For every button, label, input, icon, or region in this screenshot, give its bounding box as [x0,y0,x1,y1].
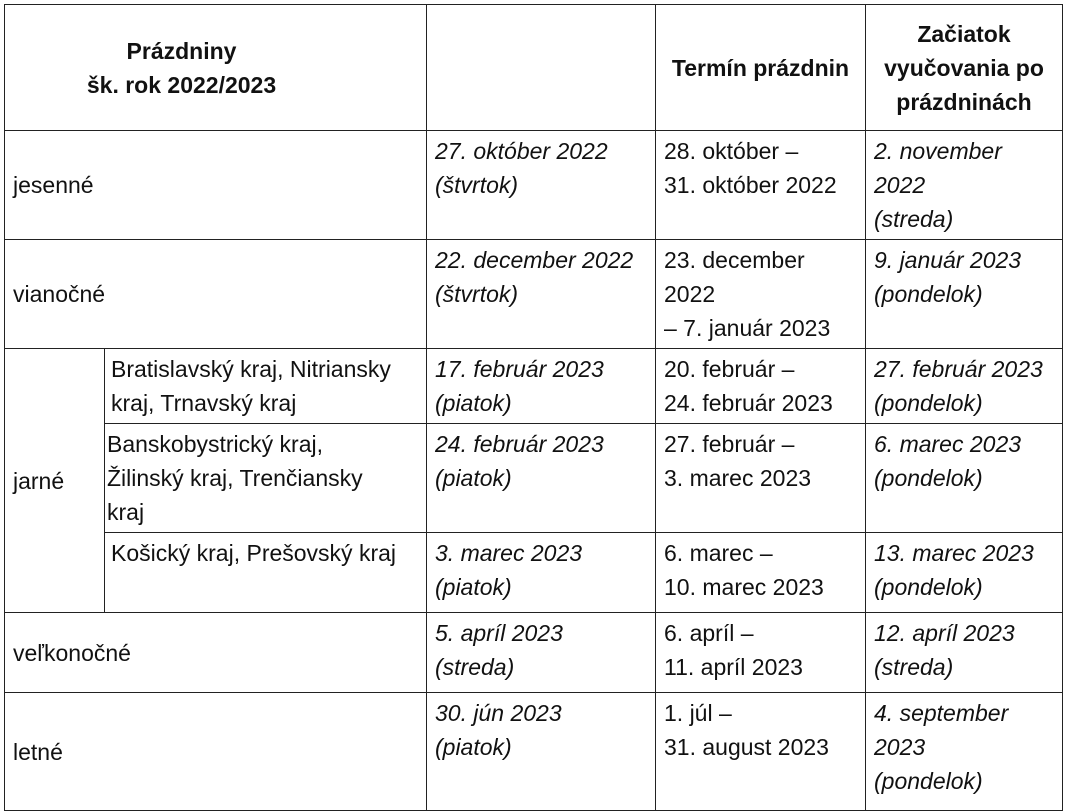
term-line: 24. február 2023 [664,390,833,416]
term-line: 6. marec – [664,540,773,566]
start-line: 12. apríl 2023 [874,620,1015,646]
term-line: 27. február – [664,431,795,457]
term-line: 2022 [664,281,716,307]
last-day-date: 27. október 2022 [435,138,608,164]
term-cell [656,693,866,811]
region-line: Žilinský kraj, Trenčiansky [107,465,363,491]
header-start-line3: prázdninách [896,88,1032,115]
start-line: (streda) [874,206,954,232]
last-day-weekday: (piatok) [435,734,512,760]
header-row [5,5,1063,131]
term-line: 31. október 2022 [664,172,837,198]
holiday-name-cell [5,349,105,613]
last-day-date: 17. február 2023 [435,356,604,382]
holiday-name: jarné [13,467,65,494]
last-day-cell [427,613,656,693]
start-line: (pondelok) [874,768,983,794]
last-day-cell [427,533,656,613]
start-line: 6. marec 2023 [874,431,1022,457]
start-line: 4. september [874,700,1009,726]
header-empty-cell [427,5,656,131]
term-cell [656,424,866,533]
term-line: 28. október – [664,138,799,164]
last-day-weekday: (piatok) [435,574,512,600]
holiday-name-cell [5,240,427,349]
table-row-jesenne [5,131,1063,240]
start-line: 2. november [874,138,1002,164]
last-day-date: 3. marec 2023 [435,540,583,566]
header-term-cell [656,5,866,131]
region-line: Banskobystrický kraj, [107,431,324,457]
regions-cell [105,349,427,424]
last-day-date: 5. apríl 2023 [435,620,563,646]
start-line: 2023 [874,734,926,760]
table-row-velkonocne [5,613,1063,693]
term-cell [656,240,866,349]
last-day-weekday: (štvrtok) [435,281,519,307]
start-cell [866,349,1063,424]
last-day-weekday: (streda) [435,654,515,680]
start-line: (streda) [874,654,954,680]
start-line: (pondelok) [874,281,983,307]
term-line: 10. marec 2023 [664,574,824,600]
term-line: 1. júl – [664,700,732,726]
last-day-cell [427,424,656,533]
holiday-table [4,4,1063,811]
table-row-jarne-1 [5,349,1063,424]
term-line: 20. február – [664,356,795,382]
last-day-cell [427,693,656,811]
term-line: – 7. január 2023 [664,315,831,341]
header-start-line2: vyučovania po [884,54,1044,81]
region-line: Bratislavský kraj, Nitriansky [111,356,391,382]
holiday-name-cell [5,131,427,240]
start-line: (pondelok) [874,390,983,416]
header-start-line1: Začiatok [917,20,1011,47]
regions-cell [105,533,427,613]
holiday-name: veľkonočné [13,639,131,666]
header-term-label: Termín prázdnin [671,54,850,81]
start-cell [866,613,1063,693]
start-line: (pondelok) [874,574,983,600]
table-row-vianocne [5,240,1063,349]
holiday-name: letné [13,738,63,765]
start-line: 9. január 2023 [874,247,1022,273]
term-cell [656,131,866,240]
header-title-line2: šk. rok 2022/2023 [86,71,277,98]
region-line: Košický kraj, Prešovský kraj [111,540,397,566]
last-day-weekday: (piatok) [435,390,512,416]
start-cell [866,240,1063,349]
holiday-name-cell [5,693,427,811]
start-line: 2022 [874,172,926,198]
term-cell [656,533,866,613]
header-start-cell [866,5,1063,131]
term-cell [656,349,866,424]
term-line: 23. december [664,247,805,273]
table-row-letne [5,693,1063,811]
start-line: 27. február 2023 [874,356,1043,382]
regions-cell [105,424,427,533]
header-title-line1: Prázdniny [126,37,237,64]
start-cell [866,424,1063,533]
start-cell [866,131,1063,240]
last-day-date: 22. december 2022 [435,247,634,273]
start-cell [866,693,1063,811]
last-day-date: 24. február 2023 [435,431,604,457]
region-line: kraj, Trnavský kraj [111,390,297,416]
term-line: 11. apríl 2023 [664,654,803,680]
last-day-weekday: (piatok) [435,465,512,491]
table-row-jarne-3 [5,533,1063,613]
term-cell [656,613,866,693]
term-line: 6. apríl – [664,620,754,646]
start-line: (pondelok) [874,465,983,491]
last-day-weekday: (štvrtok) [435,172,519,198]
holiday-name-cell [5,613,427,693]
holiday-name: jesenné [13,172,94,198]
last-day-date: 30. jún 2023 [435,700,562,726]
last-day-cell [427,349,656,424]
table-row-jarne-2 [5,424,1063,533]
start-line: 13. marec 2023 [874,540,1034,566]
last-day-cell [427,131,656,240]
start-cell [866,533,1063,613]
header-title-cell [5,5,427,131]
last-day-cell [427,240,656,349]
region-line: kraj [107,499,145,525]
term-line: 3. marec 2023 [664,465,812,491]
holiday-name: vianočné [13,281,106,307]
term-line: 31. august 2023 [664,734,829,760]
